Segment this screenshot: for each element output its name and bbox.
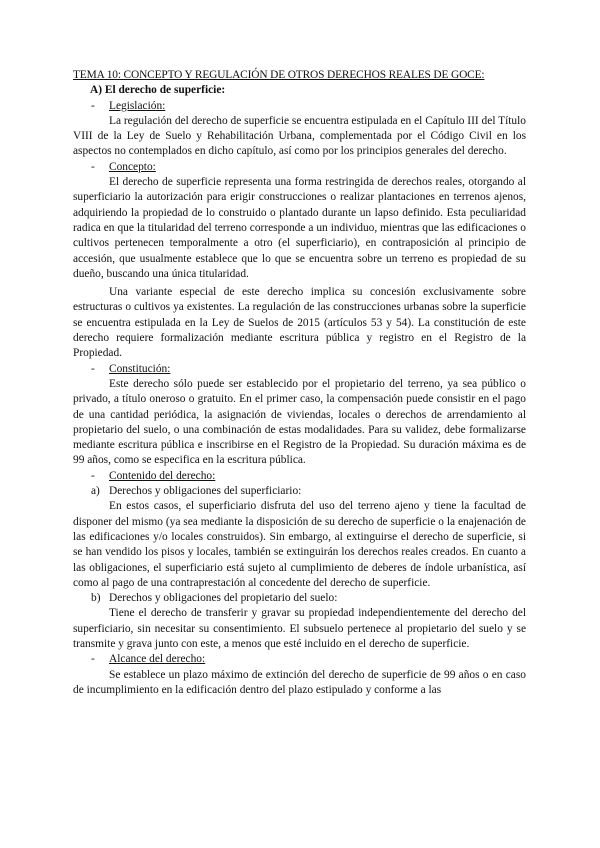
document-page — [73, 68, 526, 698]
subitem-label: Derechos y obligaciones del propietario del suelo: — [109, 592, 338, 605]
heading-label: Contenido del derecho: — [109, 469, 216, 482]
bullet-marker: - — [91, 99, 95, 112]
heading-label: Concepto: — [109, 160, 156, 173]
contenido-subitem-a — [73, 484, 526, 499]
bullet-marker: - — [91, 469, 95, 482]
legislacion-heading — [73, 99, 526, 114]
subitem-label: Derechos y obligaciones del superficiario: — [109, 485, 302, 498]
heading-label: Alcance del derecho: — [109, 653, 206, 666]
list-marker: b) — [91, 592, 101, 605]
concepto-paragraph-1: El derecho de superficie representa una forma restringida de derechos reales, otorgando al superficiario la autorización para erigir construcciones o realizar plantaciones en terrenos ajenos, adquiriendo la propiedad de lo construido o plantado durante un lapso definido. Esta peculiaridad radica en que la titularidad del terreno corresponde a un individuo, mientras que las edificaciones o cultivos pertenecen temporalmente a otro (el superficiario), en contraposición al principio de accesión, que usualmente establece que lo que se encuentra sobre un terreno es propiedad de su dueño, buscando una única titularidad. — [73, 176, 526, 280]
alcance-heading — [73, 652, 526, 667]
concepto-paragraph-2: Una variante especial de este derecho implica su concesión exclusivamente sobre estructuras o cultivos ya existentes. La regulación de las construcciones urbanas sobre la superficie se encuentra estipulada en la Ley de Suelos de 2015 (artículos 53 y 54). La constitución de este derecho requiere formalización mediante escritura pública y registro en el Registro de la Propiedad. — [73, 286, 526, 360]
legislacion-paragraph: La regulación del derecho de superficie se encuentra estipulada en el Capítulo III del Título VIII de la Ley de Suelo y Rehabilitación Urbana, complementada por el Código Civil en los aspectos no contemplados en dicho capítulo, así como por los principios generales del derecho. — [73, 114, 526, 158]
bullet-marker: - — [91, 653, 95, 666]
list-marker: a) — [91, 485, 100, 498]
heading-label: Legislación: — [109, 99, 166, 112]
alcance-paragraph: Se establece un plazo máximo de extinción del derecho de superficie de 99 años o en caso de incumplimiento en la edificación dentro del plazo estipulado y conforme a las — [73, 668, 526, 696]
constitucion-paragraph: Este derecho sólo puede ser establecido por el propietario del terreno, ya sea público o privado, a título oneroso o gratuito. En el primer caso, la compensación puede consistir en el pago de una cantidad periódica, la asignación de viviendas, locales o derechos de arrendamiento al propietario del suelo, o una combinación de estas modalidades. Para su validez, debe formalizarse mediante escritura pública e inscribirse en el Registro de la Propiedad. Su duración máxima es de 99 años, como se especifica en la escritura pública. — [73, 377, 526, 467]
concepto-heading — [73, 160, 526, 175]
constitucion-heading — [73, 362, 526, 377]
contenido-subitem-b — [73, 591, 526, 606]
contenido-a-paragraph: En estos casos, el superficiario disfruta del uso del terreno ajeno y tiene la facultad de disponer del mismo (ya sea mediante la disposición de su derecho de superficie o la enajenación de las edificaciones y/o locales construidos). Sin embargo, al extinguirse el derecho de superficie, si se han vendido los pisos y locales, también se extinguirán los derechos reales creados. En cuanto a las obligaciones, el superficiario está sujeto al cumplimiento de deberes de índole urbanística, así como al pago de una contraprestación al concedente del derecho de superficie. — [73, 500, 526, 589]
document-title: TEMA 10: CONCEPTO Y REGULACIÓN DE OTROS DERECHOS REALES DE GOCE: — [73, 69, 485, 81]
contenido-b-paragraph: Tiene el derecho de transferir y gravar su propiedad independientemente del derecho del superficiario, sin necesitar su consentimiento. El subsuelo pertenece al propietario del suelo y se transmite y grava junto con este, a menos que esté incluido en el derecho de superficie. — [73, 607, 526, 650]
contenido-heading — [73, 469, 526, 484]
heading-label: Constitución: — [109, 362, 171, 375]
section-heading: A) El derecho de superficie: — [90, 84, 226, 97]
bullet-marker: - — [91, 362, 95, 375]
bullet-marker: - — [91, 160, 95, 173]
